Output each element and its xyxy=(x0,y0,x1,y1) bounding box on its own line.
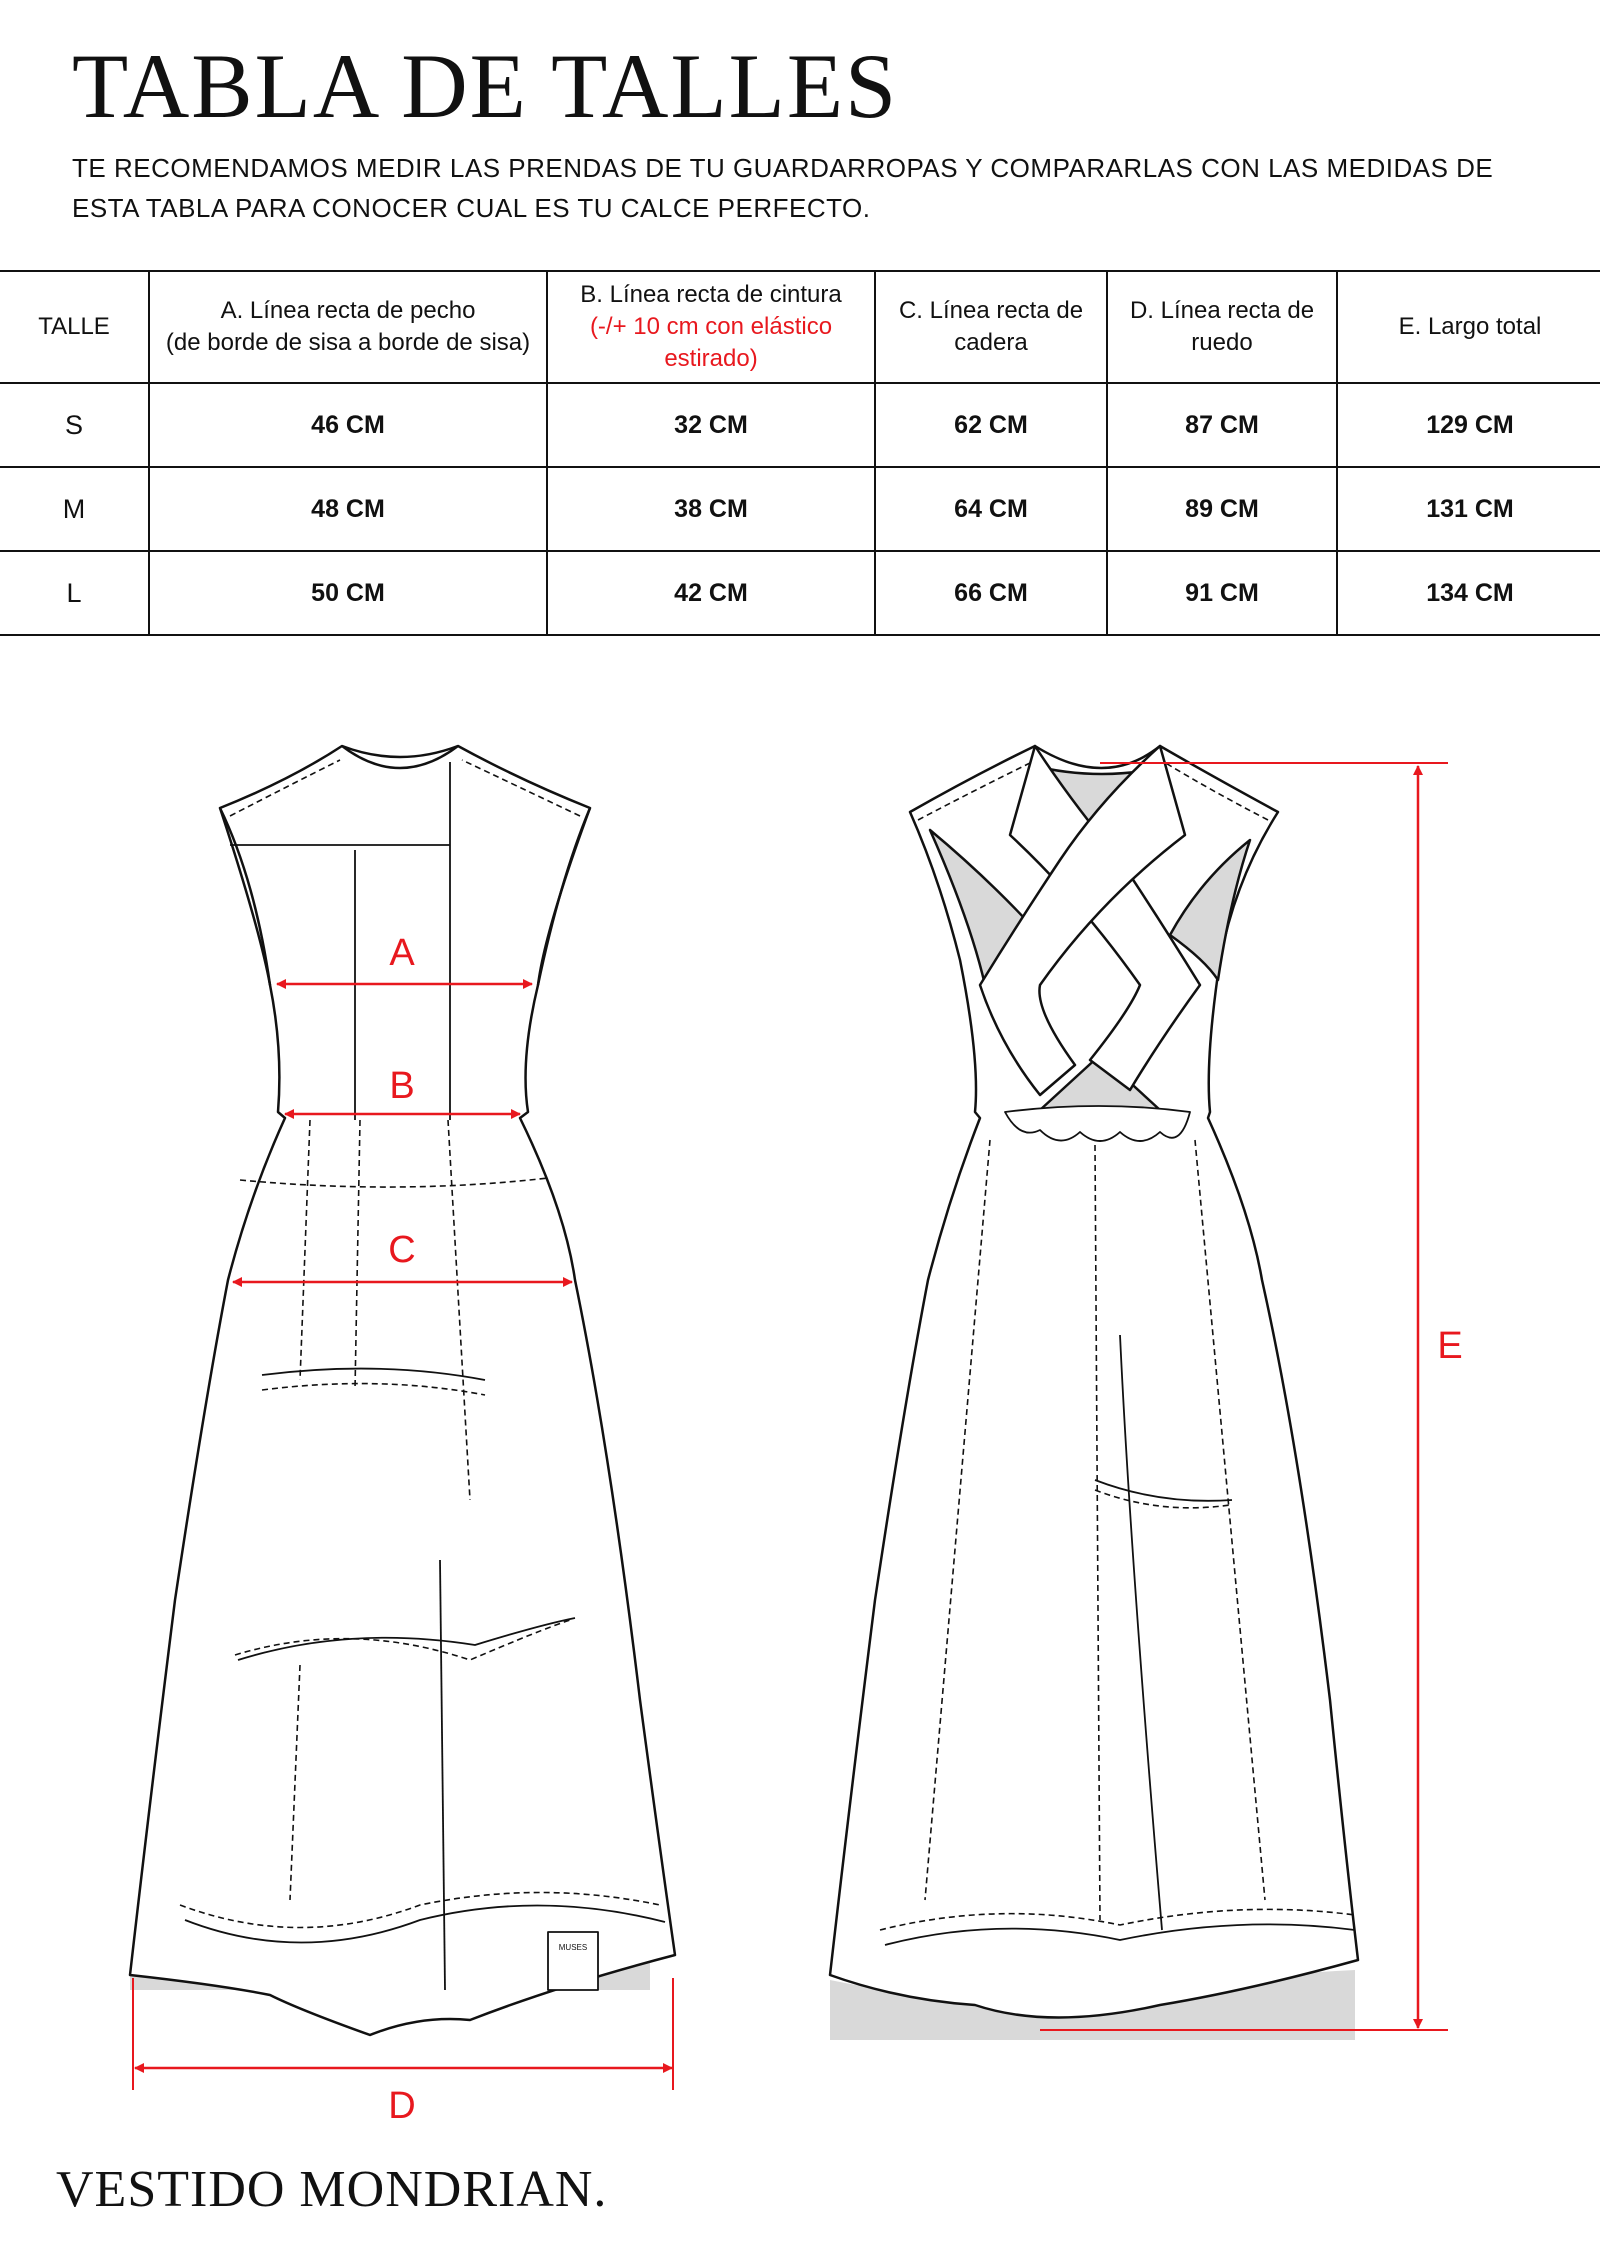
size-cell: S xyxy=(0,383,149,467)
table-row xyxy=(0,467,1600,551)
product-name: VESTIDO MONDRIAN. xyxy=(56,2161,608,2218)
waist-cell: 38 CM xyxy=(547,467,875,551)
hem-cell: 91 CM xyxy=(1107,551,1337,635)
marker-d-label: D xyxy=(388,2085,416,2120)
chest-cell: 50 CM xyxy=(149,551,547,635)
page-title: TABLA DE TALLES xyxy=(72,35,899,137)
waist-cell: 32 CM xyxy=(547,383,875,467)
chest-cell: 46 CM xyxy=(149,383,547,467)
length-cell: 131 CM xyxy=(1337,467,1600,551)
hip-cell: 66 CM xyxy=(875,551,1107,635)
header-waist-title: B. Línea recta de cintura xyxy=(580,281,842,308)
header-hem: D. Línea recta de ruedo xyxy=(1107,271,1337,383)
marker-b-label: B xyxy=(389,1065,415,1107)
table-row xyxy=(0,551,1600,635)
size-cell: L xyxy=(0,551,149,635)
length-cell: 134 CM xyxy=(1337,551,1600,635)
dress-back-view xyxy=(830,746,1358,2040)
header-size: TALLE xyxy=(0,271,149,383)
table-header-row xyxy=(0,271,1600,383)
hem-cell: 87 CM xyxy=(1107,383,1337,467)
marker-c-label: C xyxy=(388,1229,416,1271)
header-chest xyxy=(149,271,547,383)
length-cell: 129 CM xyxy=(1337,383,1600,467)
marker-a-label: A xyxy=(389,932,415,974)
page-subtitle: TE RECOMENDAMOS MEDIR LAS PRENDAS DE TU GUARDARROPAS Y COMPARARLAS CON LAS MEDIDAS DE ESTA TABLA PARA CONOCER CUAL ES TU CALCE PERFECTO. xyxy=(72,153,1494,223)
header-waist-elastic-note: (-/+ 10 cm con elástico estirado) xyxy=(589,313,833,372)
dress-technical-drawing xyxy=(0,700,1600,2120)
table-row xyxy=(0,383,1600,467)
chest-cell: 48 CM xyxy=(149,467,547,551)
waist-cell: 42 CM xyxy=(547,551,875,635)
front-label-tag xyxy=(548,1932,598,1990)
size-table xyxy=(0,270,1600,636)
header-length: E. Largo total xyxy=(1337,271,1600,383)
marker-e-label: E xyxy=(1437,1325,1463,1367)
header-waist xyxy=(547,271,875,383)
hip-cell: 62 CM xyxy=(875,383,1107,467)
hip-cell: 64 CM xyxy=(875,467,1107,551)
header-chest-detail: (de borde de sisa a borde de sisa) xyxy=(165,329,531,356)
header-chest-title: A. Línea recta de pecho xyxy=(220,297,476,324)
hem-cell: 89 CM xyxy=(1107,467,1337,551)
back-outline xyxy=(830,746,1358,2018)
header-hip: C. Línea recta de cadera xyxy=(875,271,1107,383)
size-cell: M xyxy=(0,467,149,551)
label-tag-text: MUSES xyxy=(558,1943,588,1952)
